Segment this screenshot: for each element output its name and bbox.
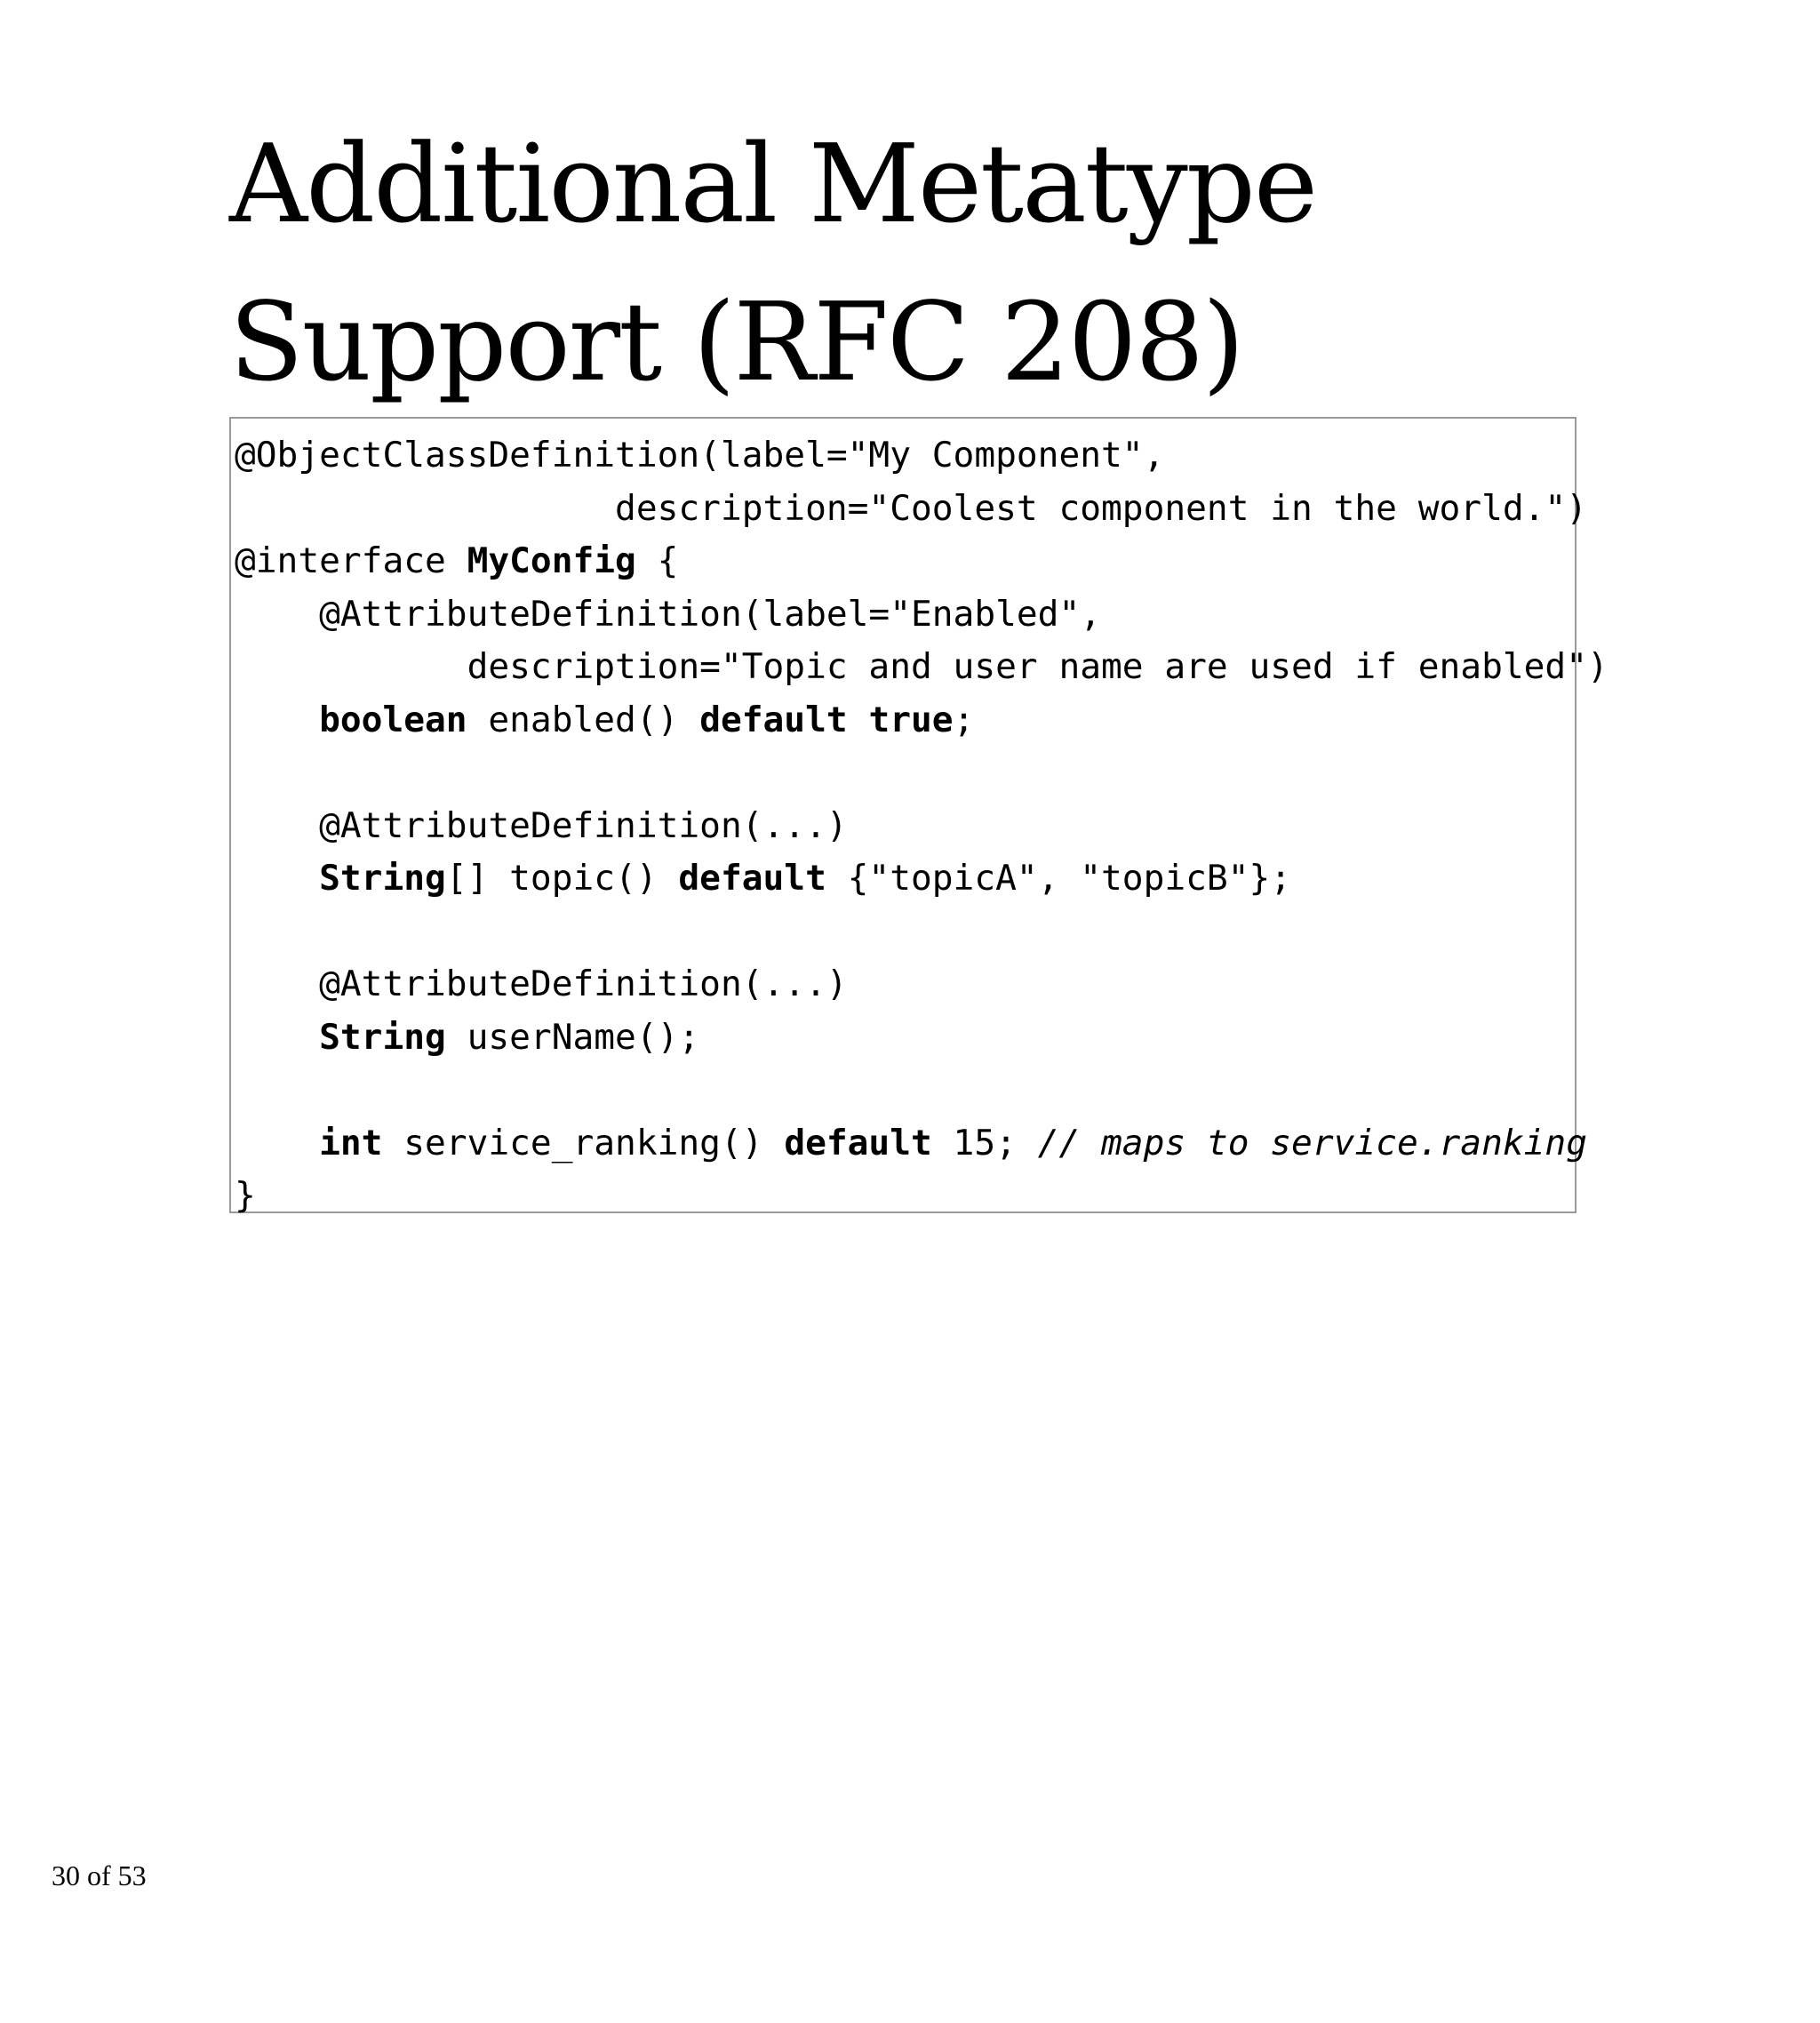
code-token: 15; bbox=[931, 1122, 1038, 1163]
code-line-2: description="Coolest component in the world.") bbox=[235, 487, 1587, 529]
code-indent bbox=[235, 1123, 319, 1163]
code-line-10 bbox=[235, 906, 1608, 959]
code-token: @interface bbox=[235, 540, 467, 581]
code-token: enabled() bbox=[467, 699, 700, 740]
code-listing bbox=[235, 429, 1608, 1223]
code-keyword: default bbox=[784, 1122, 932, 1163]
code-line-6 bbox=[235, 694, 1608, 748]
code-keyword: default bbox=[678, 858, 826, 899]
code-indent bbox=[235, 858, 319, 899]
code-line-8: @AttributeDefinition(...) bbox=[235, 804, 848, 846]
code-token: service_ranking() bbox=[382, 1122, 785, 1163]
code-keyword: default bbox=[699, 699, 848, 740]
code-line-13 bbox=[235, 1064, 1608, 1117]
code-token: { bbox=[635, 540, 679, 581]
slide-title bbox=[229, 105, 1651, 421]
code-line-3 bbox=[235, 535, 1608, 588]
code-keyword: boolean bbox=[319, 699, 467, 740]
page-indicator: 30 of 53 bbox=[52, 1859, 147, 1891]
code-line-14 bbox=[235, 1117, 1608, 1171]
code-block bbox=[229, 417, 1608, 1216]
code-line-5: description="Topic and user name are used if enabled") bbox=[235, 646, 1608, 687]
code-token: [] topic() bbox=[445, 858, 679, 899]
code-keyword: String bbox=[319, 1016, 446, 1058]
slide-title-line-1: Additional Metatype bbox=[229, 121, 1317, 247]
code-indent bbox=[235, 700, 319, 740]
code-token: ; bbox=[953, 699, 975, 740]
code-line-7 bbox=[235, 747, 1608, 800]
code-line-4: @AttributeDefinition(label="Enabled", bbox=[235, 593, 1102, 635]
code-token bbox=[848, 700, 869, 740]
code-token: userName(); bbox=[445, 1016, 700, 1058]
code-keyword: int bbox=[319, 1122, 383, 1163]
slide-title-line-2: Support (RFC 208) bbox=[229, 279, 1243, 405]
code-keyword: String bbox=[319, 858, 446, 899]
code-line-15: } bbox=[235, 1175, 256, 1216]
code-indent bbox=[235, 1017, 319, 1058]
code-keyword: true bbox=[868, 699, 954, 740]
code-comment: // maps to service.ranking bbox=[1037, 1122, 1587, 1163]
code-type-name: MyConfig bbox=[467, 540, 636, 581]
code-line-12 bbox=[235, 1012, 1608, 1065]
code-token: {"topicA", "topicB"}; bbox=[826, 858, 1292, 899]
code-line-9 bbox=[235, 852, 1608, 906]
code-line-11: @AttributeDefinition(...) bbox=[235, 964, 848, 1004]
code-line-1: @ObjectClassDefinition(label="My Component", bbox=[235, 435, 1165, 476]
